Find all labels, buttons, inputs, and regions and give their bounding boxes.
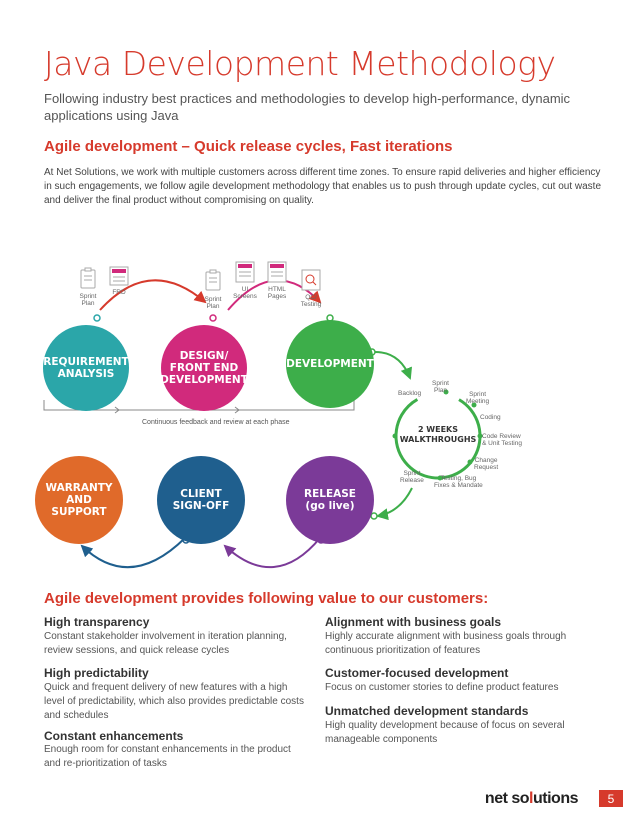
step-sprint-release: Sprint Release xyxy=(400,470,424,484)
clipboard-icon xyxy=(206,270,220,290)
icon-label-sprint-plan-2: Sprint Plan xyxy=(204,296,222,310)
icon-label-html-pages: HTML Pages xyxy=(267,286,287,300)
icon-label-sprint-plan: Sprint Plan xyxy=(79,293,97,307)
step-code-review: Code Review & Unit Testing xyxy=(482,433,522,447)
arrow-walkthrough-to-release xyxy=(378,488,412,516)
value-desc: Constant stakeholder involvement in iteration planning, review sessions, and quick release cycles xyxy=(44,631,287,656)
step-coding: Coding xyxy=(480,414,501,421)
icon-label-frd: FRD xyxy=(112,289,126,296)
section-heading-value: Agile development provides following value to our customers: xyxy=(44,590,489,607)
walkthrough-center-label: 2 WEEKS WALKTHROUGHS xyxy=(399,425,477,444)
phase-client-signoff: CLIENT SIGN-OFF xyxy=(157,456,245,544)
value-title: High predictability xyxy=(44,666,149,680)
value-title: Alignment with business goals xyxy=(325,615,502,629)
icon-label-qc-testing: QC/ Testing xyxy=(300,294,322,308)
section-intro-paragraph: At Net Solutions, we work with multiple customers across different time zones. To ensure rapid deliveries and higher efficiency in such engagements, we follow agile development methodology that enables us to push through update cycles, cut out waste and deliver the final product without compromising on quality. xyxy=(44,167,602,206)
value-desc: Focus on customer stories to define product features xyxy=(325,682,559,693)
value-desc: Quick and frequent delivery of new features with a high level of predictability, which also provides predictable costs and schedules xyxy=(44,682,304,721)
brand-logo: net solutions xyxy=(484,790,578,807)
icon-label-ui-screens: UI Screens xyxy=(233,286,257,300)
step-testing-bugfix: Testing, Bug Fixes & Mandate xyxy=(434,475,483,489)
feedback-caption: Continuous feedback and review at each phase xyxy=(142,419,290,426)
magnifier-icon xyxy=(302,270,320,290)
value-title: Unmatched development standards xyxy=(325,704,529,718)
arc-release-to-signoff xyxy=(225,538,320,567)
phase-requirement-analysis: REQUIREMENT ANALYSIS xyxy=(43,325,129,411)
phase-warranty-support: WARRANTY AND SUPPORT xyxy=(35,456,123,544)
clipboard-icon xyxy=(81,268,95,288)
value-desc: High quality development because of focus on several manageable components xyxy=(325,720,565,745)
page-number: 5 xyxy=(599,790,623,807)
page-subtitle: Following industry best practices and methodologies to develop high-performance, dynamic applications using Java xyxy=(44,91,571,123)
phase-release: RELEASE (go live) xyxy=(286,456,374,544)
value-title: Constant enhancements xyxy=(44,729,184,743)
step-sprint-plan: Sprint Plan xyxy=(432,380,449,394)
document-icon xyxy=(110,267,128,285)
value-desc: Enough room for constant enhancements in the product and re-prioritization of tasks xyxy=(44,744,291,769)
arrow-dev-to-walkthrough xyxy=(375,352,410,378)
value-title: High transparency xyxy=(44,615,150,629)
page-title: Java Development Methodology xyxy=(44,44,556,83)
step-sprint-meeting: Sprint Meeting xyxy=(466,391,490,405)
html-page-icon xyxy=(268,262,286,282)
screen-icon xyxy=(236,262,254,282)
arc-signoff-to-warranty xyxy=(82,538,185,567)
phase-design-frontend: DESIGN/ FRONT END DEVELOPMENT xyxy=(161,325,247,411)
value-title: Customer-focused development xyxy=(325,666,509,680)
step-backlog: Backlog xyxy=(398,390,422,397)
section-heading-agile: Agile development – Quick release cycles, Fast iterations xyxy=(44,138,453,155)
phase-development: DEVELOPMENT xyxy=(286,320,374,408)
step-change-request: Change Request xyxy=(474,457,499,471)
value-desc: Highly accurate alignment with business goals through continuous prioritization of features xyxy=(325,631,567,656)
